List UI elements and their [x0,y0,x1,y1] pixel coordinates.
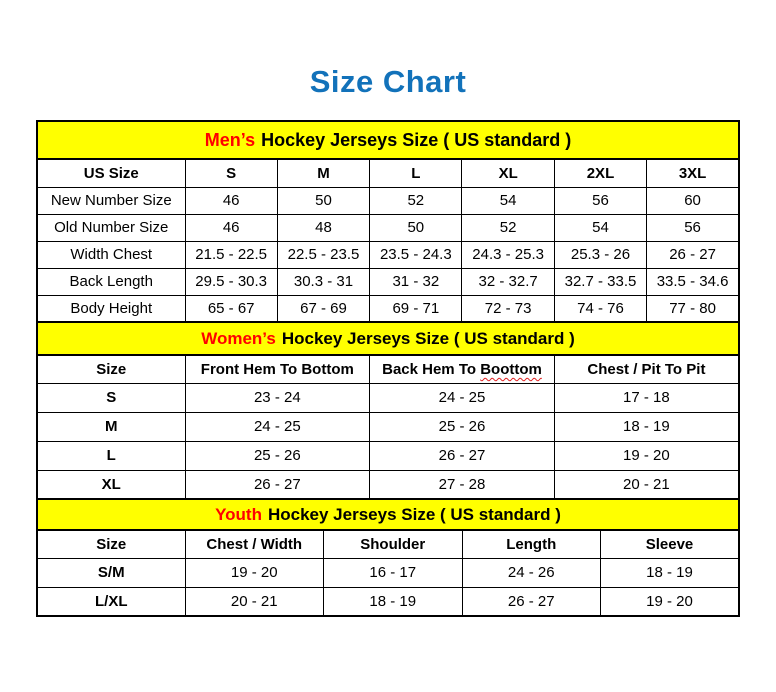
womens-row-label: XL [37,470,185,499]
mens-row-label: Old Number Size [37,214,185,241]
womens-banner-text: Hockey Jerseys Size ( US standard ) [281,328,575,348]
mens-col-header: M [277,159,369,187]
mens-row [37,241,739,268]
youth-row-label: S/M [37,558,185,587]
mens-cell: 56 [647,214,739,241]
youth-cell: 20 - 21 [185,587,324,616]
youth-banner-highlight: Youth [215,504,262,524]
mens-cell: 77 - 80 [647,295,739,322]
womens-banner-highlight: Women’s [201,328,276,348]
mens-cell: 54 [462,187,554,214]
youth-row-label: L/XL [37,587,185,616]
youth-header-row [37,530,739,558]
womens-cell: 24 - 25 [185,412,370,441]
youth-col-header: Chest / Width [185,530,324,558]
womens-row [37,470,739,499]
mens-cell: 23.5 - 24.3 [370,241,462,268]
size-chart [36,120,740,617]
womens-size-table [36,354,740,500]
womens-cell: 26 - 27 [185,470,370,499]
mens-col-header: 3XL [647,159,739,187]
mens-cell: 56 [554,187,646,214]
youth-row [37,558,739,587]
youth-size-table [36,529,740,617]
mens-cell: 46 [185,187,277,214]
mens-cell: 25.3 - 26 [554,241,646,268]
mens-cell: 65 - 67 [185,295,277,322]
mens-row-label: Width Chest [37,241,185,268]
youth-banner-text: Hockey Jerseys Size ( US standard ) [267,504,561,524]
mens-cell: 52 [462,214,554,241]
mens-row-label: New Number Size [37,187,185,214]
womens-cell: 20 - 21 [554,470,739,499]
mens-col-header: L [370,159,462,187]
womens-cell: 27 - 28 [370,470,555,499]
mens-row [37,187,739,214]
mens-row [37,295,739,322]
youth-cell: 19 - 20 [601,587,740,616]
womens-row [37,383,739,412]
misspelled-word: Boottom [480,360,542,378]
mens-col-header: US Size [37,159,185,187]
mens-banner-text: Hockey Jerseys Size ( US standard ) [261,129,572,150]
mens-cell: 21.5 - 22.5 [185,241,277,268]
youth-section-banner [36,498,740,531]
mens-col-header: 2XL [554,159,646,187]
mens-cell: 22.5 - 23.5 [277,241,369,268]
womens-col-header: Front Hem To Bottom [185,355,370,383]
mens-size-table [36,158,740,323]
womens-cell: 25 - 26 [185,441,370,470]
mens-row-label: Back Length [37,268,185,295]
mens-col-header: XL [462,159,554,187]
youth-cell: 24 - 26 [462,558,601,587]
youth-cell: 16 - 17 [324,558,463,587]
mens-cell: 69 - 71 [370,295,462,322]
womens-cell: 23 - 24 [185,383,370,412]
youth-cell: 18 - 19 [601,558,740,587]
mens-cell: 74 - 76 [554,295,646,322]
mens-cell: 24.3 - 25.3 [462,241,554,268]
womens-col-header: Back Hem To Boottom [370,355,555,383]
mens-cell: 50 [370,214,462,241]
mens-cell: 72 - 73 [462,295,554,322]
mens-cell: 46 [185,214,277,241]
youth-col-header: Size [37,530,185,558]
mens-cell: 50 [277,187,369,214]
womens-cell: 18 - 19 [554,412,739,441]
mens-cell: 32.7 - 33.5 [554,268,646,295]
mens-cell: 54 [554,214,646,241]
mens-cell: 29.5 - 30.3 [185,268,277,295]
womens-col-header: Chest / Pit To Pit [554,355,739,383]
mens-cell: 67 - 69 [277,295,369,322]
mens-cell: 26 - 27 [647,241,739,268]
mens-cell: 30.3 - 31 [277,268,369,295]
womens-cell: 19 - 20 [554,441,739,470]
youth-cell: 26 - 27 [462,587,601,616]
mens-cell: 32 - 32.7 [462,268,554,295]
womens-header-row [37,355,739,383]
womens-cell: 17 - 18 [554,383,739,412]
mens-cell: 60 [647,187,739,214]
mens-header-row [37,159,739,187]
mens-col-header: S [185,159,277,187]
youth-col-header: Sleeve [601,530,740,558]
womens-col-header: Size [37,355,185,383]
mens-section-banner [36,120,740,160]
mens-banner-highlight: Men’s [204,129,256,150]
womens-cell: 24 - 25 [370,383,555,412]
mens-row [37,214,739,241]
womens-row-label: M [37,412,185,441]
womens-row [37,412,739,441]
youth-cell: 19 - 20 [185,558,324,587]
mens-cell: 48 [277,214,369,241]
mens-row-label: Body Height [37,295,185,322]
mens-cell: 33.5 - 34.6 [647,268,739,295]
youth-row [37,587,739,616]
mens-cell: 31 - 32 [370,268,462,295]
youth-cell: 18 - 19 [324,587,463,616]
mens-cell: 52 [370,187,462,214]
page-title: Size Chart [309,64,467,99]
mens-row [37,268,739,295]
womens-row [37,441,739,470]
womens-row-label: S [37,383,185,412]
womens-cell: 26 - 27 [370,441,555,470]
youth-col-header: Length [462,530,601,558]
youth-col-header: Shoulder [324,530,463,558]
womens-section-banner [36,321,740,356]
womens-row-label: L [37,441,185,470]
womens-cell: 25 - 26 [370,412,555,441]
